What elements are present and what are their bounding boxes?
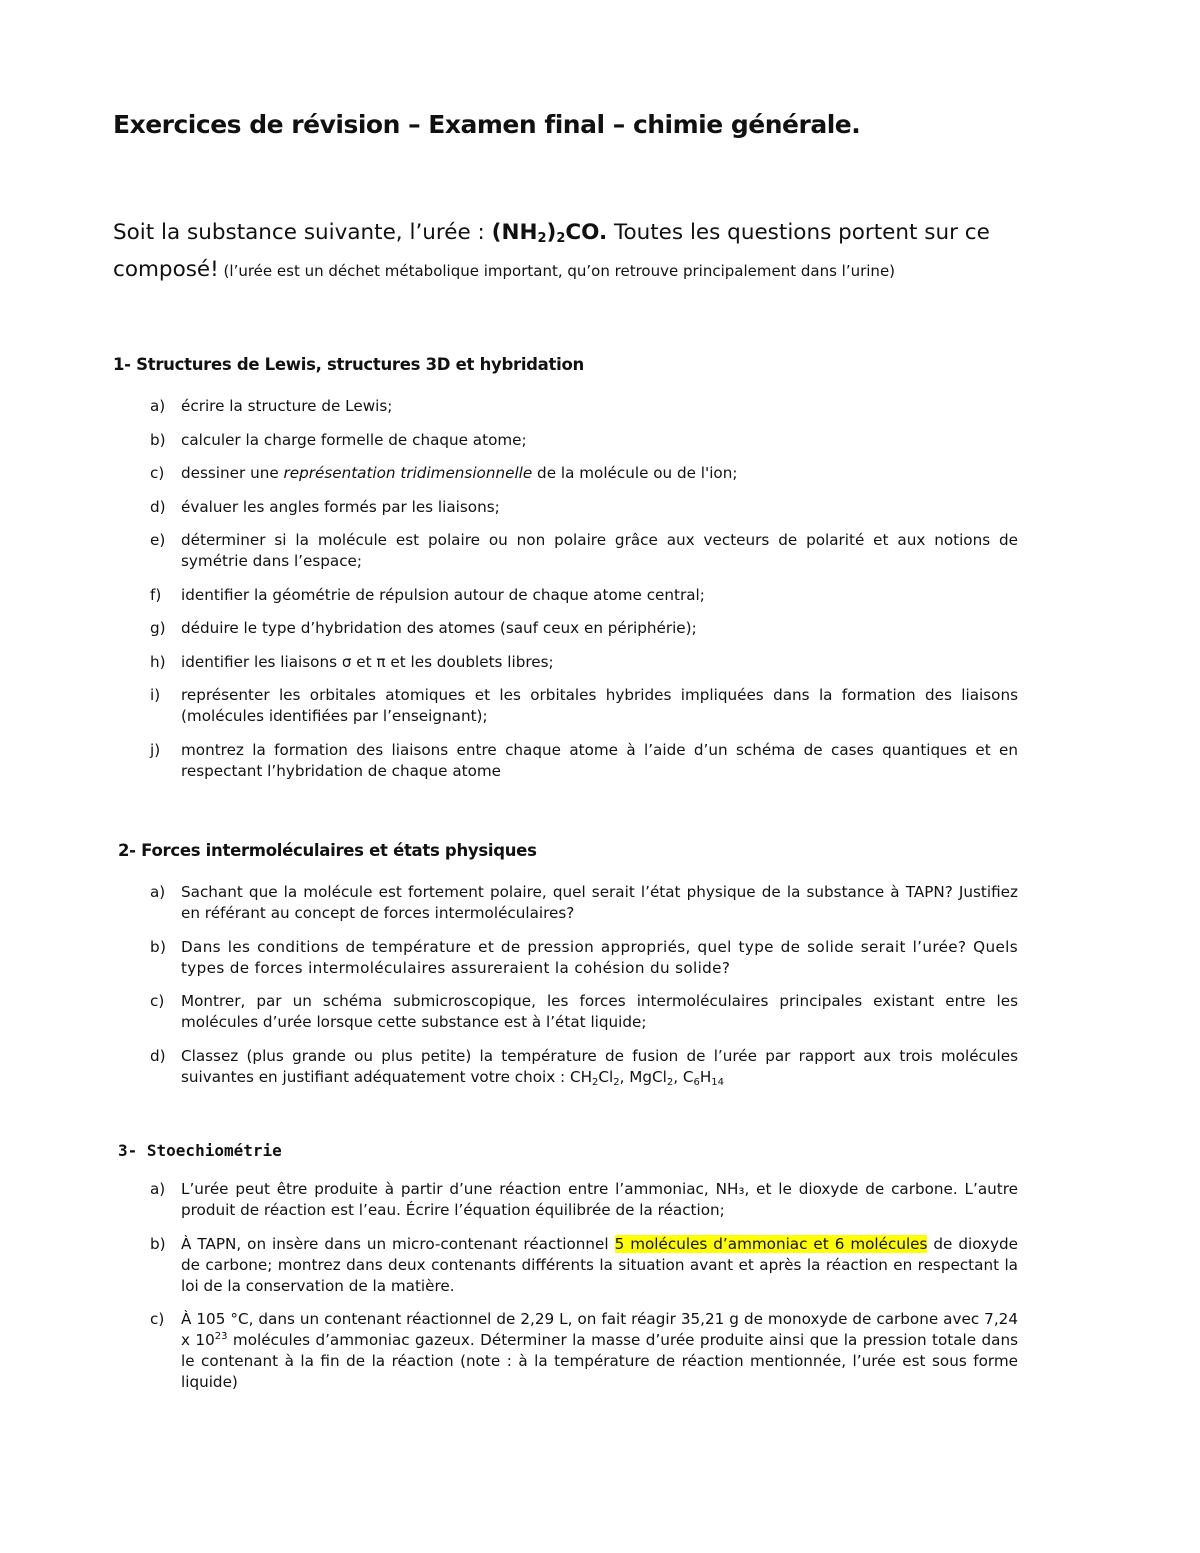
list-item [150,882,1018,924]
intro-tail: Toutes les questions portent sur ce composé! [113,220,990,282]
list-item [150,530,1018,572]
formula-c6h14 [683,1068,724,1086]
list-item [150,685,1018,727]
list-item [150,497,1018,518]
list-item [150,1179,1018,1221]
section-3-list [150,1179,1018,1406]
formula-part: CH [570,1067,593,1086]
formula-part: C [682,1067,694,1086]
intro-paragraph [113,214,1073,290]
item-text: L’urée peut être produite à partir d’une réaction entre l’ammoniac, NH₃, et le dioxyde de carbone. L’autre produit de réaction est l’eau. Écrire l’équation équilibrée de la réaction; [181,1180,1018,1219]
item-marker: e) [150,531,166,549]
item-text: À TAPN, on insère dans un micro-contenant réactionnel [181,1234,615,1253]
formula-subscript: 14 [711,1076,725,1088]
item-text: évaluer les angles formés par les liaisons; [181,497,500,516]
list-item [150,1234,1018,1297]
separator: , [673,1067,683,1086]
list-item [150,991,1018,1033]
item-marker: b) [150,1234,166,1253]
formula-part: Cl [598,1067,614,1086]
formula-subscript: 2 [592,1076,599,1088]
item-text: identifier la géométrie de répulsion autour de chaque atome central; [181,585,705,604]
formula-mgcl2 [629,1068,673,1086]
item-marker: c) [150,464,165,482]
item-marker: j) [150,740,161,759]
item-marker: b) [150,937,167,956]
item-text: dessiner une [181,464,284,482]
item-text: Classez (plus grande ou plus petite) la température de fusion de l’urée par rapport aux trois molécules suivantes en justifiant adéquatement votre choix : [181,1046,1018,1086]
item-marker: g) [150,619,166,637]
separator: , [619,1067,630,1086]
item-marker: b) [150,430,166,449]
item-marker: c) [150,1310,165,1328]
item-marker: f) [150,585,162,604]
item-text: de la molécule ou de l'ion; [532,464,738,482]
item-marker: h) [150,652,166,671]
list-item [150,463,1018,484]
list-item [150,618,1018,639]
formula-subscript: 6 [693,1076,700,1088]
formula-subscript: 2 [613,1076,620,1088]
item-marker: c) [150,992,165,1010]
item-marker: d) [150,1046,166,1065]
item-marker: a) [150,1180,166,1198]
section-1-list [150,396,1018,794]
intro-lead: Soit la substance suivante, l’urée : [113,220,492,245]
list-item [150,585,1018,606]
item-text: Montrer, par un schéma submicroscopique, les forces intermoléculaires principales existant entre les molécules d’urée lorsque cette substance est à l’état liquide; [181,992,1018,1031]
section-1-heading: 1- Structures de Lewis, structures 3D et hybridation [113,355,584,374]
item-marker: a) [150,397,166,415]
list-item [150,740,1018,782]
list-item [150,1046,1018,1088]
formula-part: MgCl [629,1067,667,1086]
list-item [150,652,1018,673]
item-text: représenter les orbitales atomiques et les orbitales hybrides impliquées dans la formation des liaisons (molécules identifiées par l’enseignant); [181,686,1018,725]
list-item [150,430,1018,451]
item-marker: i) [150,686,161,704]
item-text: de dioxyde de carbone; montrez dans deux contenants différents la situation avant et après la réaction en respectant la loi de la conservation de la matière. [181,1234,1018,1295]
formula-part: ) [546,220,557,245]
item-text: molécules d’ammoniac gazeux. Déterminer la masse d’urée produite ainsi que la pression totale dans le contenant à la fin de la réaction (note : à la température de réaction mentionnée, l’urée est sous forme liquide) [181,1331,1018,1391]
item-marker: a) [150,883,166,901]
item-text: identifier les liaisons σ et π et les doublets libres; [181,652,554,671]
item-text: Sachant que la molécule est fortement polaire, quel serait l’état physique de la substance à TAPN? Justifiez en référant au concept de forces intermoléculaires? [181,883,1018,922]
formula-subscript: 2 [666,1076,674,1088]
item-text: montrez la formation des liaisons entre chaque atome à l’aide d’un schéma de cases quantiques et en respectant l’hybridation de chaque atome [181,740,1018,780]
exponent: 23 [214,1331,228,1342]
section-2-heading: 2- Forces intermoléculaires et états physiques [118,841,537,860]
item-text: calculer la charge formelle de chaque atome; [181,430,527,449]
page-title: Exercices de révision – Examen final – chimie générale. [113,110,861,139]
item-text: À 105 °C, dans un contenant réactionnel de 2,29 L, on fait réagir 35,21 g de monoxyde de carbone avec 7,24 x 10 [181,1310,1018,1349]
item-text: déterminer si la molécule est polaire ou non polaire grâce aux vecteurs de polarité et aux notions de symétrie dans l’espace; [181,531,1018,570]
item-text: écrire la structure de Lewis; [181,397,393,415]
highlighted-text: 5 molécules d’ammoniac et 6 molécules [614,1234,928,1253]
section-3-heading: 3- Stoechiométrie [118,1141,282,1160]
urea-formula [492,220,608,245]
formula-part: CO. [565,220,608,245]
list-item [150,1309,1018,1393]
item-text: Dans les conditions de température et de pression appropriés, quel type de solide serait l’urée? Quels types de forces intermoléculaires assureraient la cohésion du solide? [181,937,1018,977]
intro-note: (l’urée est un déchet métabolique important, qu’on retrouve principalement dans l’urine) [218,262,896,280]
item-text-italic: représentation tridimensionnelle [283,464,533,482]
formula-ch2cl2 [570,1068,620,1086]
item-marker: d) [150,497,166,516]
formula-part: H [699,1067,712,1086]
section-2-list [150,882,1018,1100]
list-item [150,937,1018,979]
formula-subscript: 2 [537,231,547,246]
list-item [150,396,1018,417]
item-text: déduire le type d’hybridation des atomes (sauf ceux en périphérie); [181,619,697,637]
formula-part: (NH [491,220,538,245]
formula-subscript: 2 [556,231,566,246]
